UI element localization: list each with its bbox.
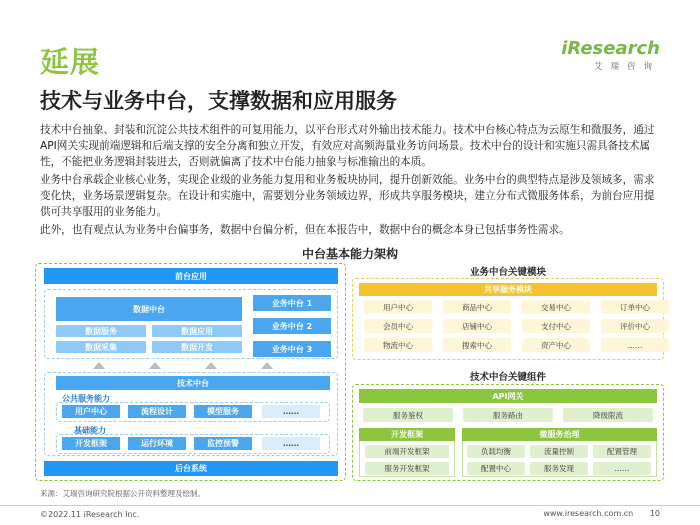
backend-label: 后台系统 bbox=[175, 464, 207, 473]
tech-components-title: 技术中台关键组件 bbox=[469, 372, 546, 383]
data-cell bbox=[56, 325, 146, 337]
dev-cell bbox=[365, 462, 449, 475]
copyright: ©2022.11 iResearch Inc. bbox=[40, 510, 140, 519]
base-cell-label: …… bbox=[283, 439, 299, 448]
public-cell-label: 用户中心 bbox=[75, 407, 107, 416]
base-cell bbox=[128, 437, 186, 450]
dev-framework-label: 开发框架 bbox=[391, 430, 423, 439]
up-arrow-icon bbox=[205, 362, 217, 369]
public-cell bbox=[262, 405, 320, 418]
biz-module-cell bbox=[443, 319, 511, 333]
biz-module-label: 搜索中心 bbox=[462, 340, 492, 350]
biz-module-cell bbox=[443, 300, 511, 314]
footer-right bbox=[543, 509, 660, 518]
governance-cell bbox=[467, 462, 525, 475]
governance-label: 配置中心 bbox=[481, 464, 511, 473]
biz-module-label: 评价中心 bbox=[620, 321, 650, 331]
api-gateway-bar bbox=[359, 389, 657, 403]
up-arrow-icon bbox=[149, 362, 161, 369]
public-cell bbox=[62, 405, 120, 418]
public-cell-label: 流程设计 bbox=[141, 407, 173, 416]
ms-governance-bar bbox=[462, 428, 657, 441]
paragraph-tech: 技术中台抽象、封装和沉淀公共技术组件的可复用能力，以平台形式对外输出技术能力。技术中台核心特点为云原生和微服务，通过API网关实现前端逻辑和后端支撑的安全分离和独立开发，有效应对高频海量业务访问场景。技术中台的设计和实施只需具备技术属性，不能把业务逻辑封装进去，否则就偏离了技术中台能力抽象与标准输出的本质。 bbox=[40, 124, 655, 168]
page-number: 10 bbox=[649, 509, 660, 518]
governance-cell bbox=[467, 445, 525, 458]
governance-cell bbox=[530, 462, 588, 475]
biz-module-cell bbox=[364, 319, 432, 333]
api-gateway-label: API网关 bbox=[492, 391, 524, 401]
biz-module-cell bbox=[601, 338, 669, 352]
api-cell bbox=[563, 408, 653, 422]
ms-governance-label: 微服务治理 bbox=[539, 430, 580, 439]
section-title: 延展 bbox=[40, 45, 101, 79]
data-cell bbox=[152, 341, 242, 353]
data-cell bbox=[56, 341, 146, 353]
biz-module-cell bbox=[522, 300, 590, 314]
iresearch-logo bbox=[561, 38, 660, 72]
base-cell-label: 开发框架 bbox=[75, 439, 107, 448]
up-arrow-icon bbox=[261, 362, 273, 369]
front-app-bar bbox=[44, 268, 338, 284]
public-cell-label: …… bbox=[283, 407, 299, 416]
governance-cell bbox=[593, 445, 651, 458]
data-cell-label: 数据采集 bbox=[85, 342, 117, 352]
governance-cell bbox=[593, 462, 651, 475]
governance-label: …… bbox=[614, 464, 630, 473]
base-cell bbox=[262, 437, 320, 450]
api-cell-label: 服务鉴权 bbox=[393, 410, 423, 420]
api-cell-label: 降级限流 bbox=[593, 410, 623, 420]
dev-cell-label: 服务开发框架 bbox=[384, 464, 430, 473]
governance-label: 流量控制 bbox=[544, 447, 574, 456]
biz-module-cell bbox=[601, 319, 669, 333]
front-app-label: 前台应用 bbox=[175, 271, 207, 281]
public-cell bbox=[128, 405, 186, 418]
biz-center-box bbox=[253, 318, 331, 334]
public-cell-label: 模型服务 bbox=[207, 407, 239, 416]
paragraph-biz: 业务中台承载企业核心业务，实现企业级的业务能力复用和业务板块协同，提升创新效能。业务中台的典型特点是涉及领域多，需求变化快，业务场景逻辑复杂。在设计和实施中，需要划分业务领域边界，形成共享服务模块，建立分布式微服务体系，为前台应用提供可共享服用的业务能力。 bbox=[40, 174, 655, 218]
biz-center-label: 业务中台 2 bbox=[271, 321, 313, 331]
paragraph-note: 此外，也有观点认为业务中台偏事务，数据中台偏分析，但在本报告中，数据中台的概念本身已包括事务性需求。 bbox=[40, 224, 570, 236]
biz-module-cell bbox=[364, 338, 432, 352]
biz-module-cell bbox=[601, 300, 669, 314]
biz-module-label: …… bbox=[627, 340, 643, 350]
shared-service-label: 共享服务模块 bbox=[484, 285, 532, 294]
dev-cell-label: 前端开发框架 bbox=[384, 447, 430, 456]
governance-label: 配置管理 bbox=[607, 447, 637, 456]
api-cell bbox=[463, 408, 553, 422]
biz-module-label: 用户中心 bbox=[383, 302, 413, 312]
biz-module-label: 资产中心 bbox=[541, 340, 571, 350]
biz-center-box bbox=[253, 295, 331, 311]
tech-center-box bbox=[56, 376, 330, 390]
governance-label: 服务发现 bbox=[544, 464, 574, 473]
governance-label: 负载均衡 bbox=[481, 447, 511, 456]
biz-modules-title: 业务中台关键模块 bbox=[469, 267, 546, 278]
base-cell-label: 运行环境 bbox=[141, 439, 173, 448]
shared-service-bar bbox=[359, 283, 657, 296]
biz-module-label: 店铺中心 bbox=[462, 321, 492, 331]
biz-module-label: 物流中心 bbox=[383, 340, 413, 350]
footer-divider bbox=[0, 505, 700, 506]
data-cell-label: 数据应用 bbox=[181, 326, 213, 336]
biz-module-cell bbox=[364, 300, 432, 314]
diagram-title: 中台基本能力架构 bbox=[301, 247, 398, 261]
biz-module-label: 订单中心 bbox=[620, 302, 650, 312]
backend-bar bbox=[44, 461, 338, 476]
biz-center-label: 业务中台 1 bbox=[271, 298, 313, 308]
data-cell-label: 数据服务 bbox=[85, 326, 117, 336]
biz-module-cell bbox=[522, 338, 590, 352]
governance-cell bbox=[530, 445, 588, 458]
dev-framework-bar bbox=[359, 428, 455, 441]
biz-module-label: 商品中心 bbox=[462, 302, 492, 312]
page-title: 技术与业务中台，支撑数据和应用服务 bbox=[40, 89, 397, 113]
tech-center-label: 技术中台 bbox=[177, 378, 209, 388]
public-cell bbox=[194, 405, 252, 418]
logo-text: iResearch bbox=[561, 38, 660, 59]
api-cell bbox=[363, 408, 453, 422]
base-ability-label: 基础能力 bbox=[74, 426, 106, 435]
biz-module-cell bbox=[443, 338, 511, 352]
base-cell-label: 监控预警 bbox=[207, 439, 239, 448]
biz-center-box bbox=[253, 341, 331, 357]
biz-module-label: 会员中心 bbox=[383, 321, 413, 331]
biz-module-label: 交易中心 bbox=[541, 302, 571, 312]
api-cell-label: 服务路由 bbox=[493, 410, 523, 420]
biz-center-label: 业务中台 3 bbox=[271, 344, 313, 354]
data-cell bbox=[152, 325, 242, 337]
logo-subtitle: 艾瑞咨询 bbox=[593, 62, 660, 72]
biz-module-cell bbox=[522, 319, 590, 333]
data-cell-label: 数据开发 bbox=[181, 342, 213, 352]
base-cell bbox=[62, 437, 120, 450]
website[interactable]: www.iresearch.com.cn bbox=[543, 509, 634, 518]
source-note: 来源：艾瑞咨询研究院根据公开资料整理及绘制。 bbox=[40, 489, 205, 498]
base-cell bbox=[194, 437, 252, 450]
data-center-box bbox=[56, 297, 242, 321]
data-center-label: 数据中台 bbox=[133, 304, 165, 314]
dev-cell bbox=[365, 445, 449, 458]
up-arrow-icon bbox=[93, 362, 105, 369]
public-service-label: 公共服务能力 bbox=[62, 394, 110, 403]
biz-module-label: 支付中心 bbox=[541, 321, 571, 331]
